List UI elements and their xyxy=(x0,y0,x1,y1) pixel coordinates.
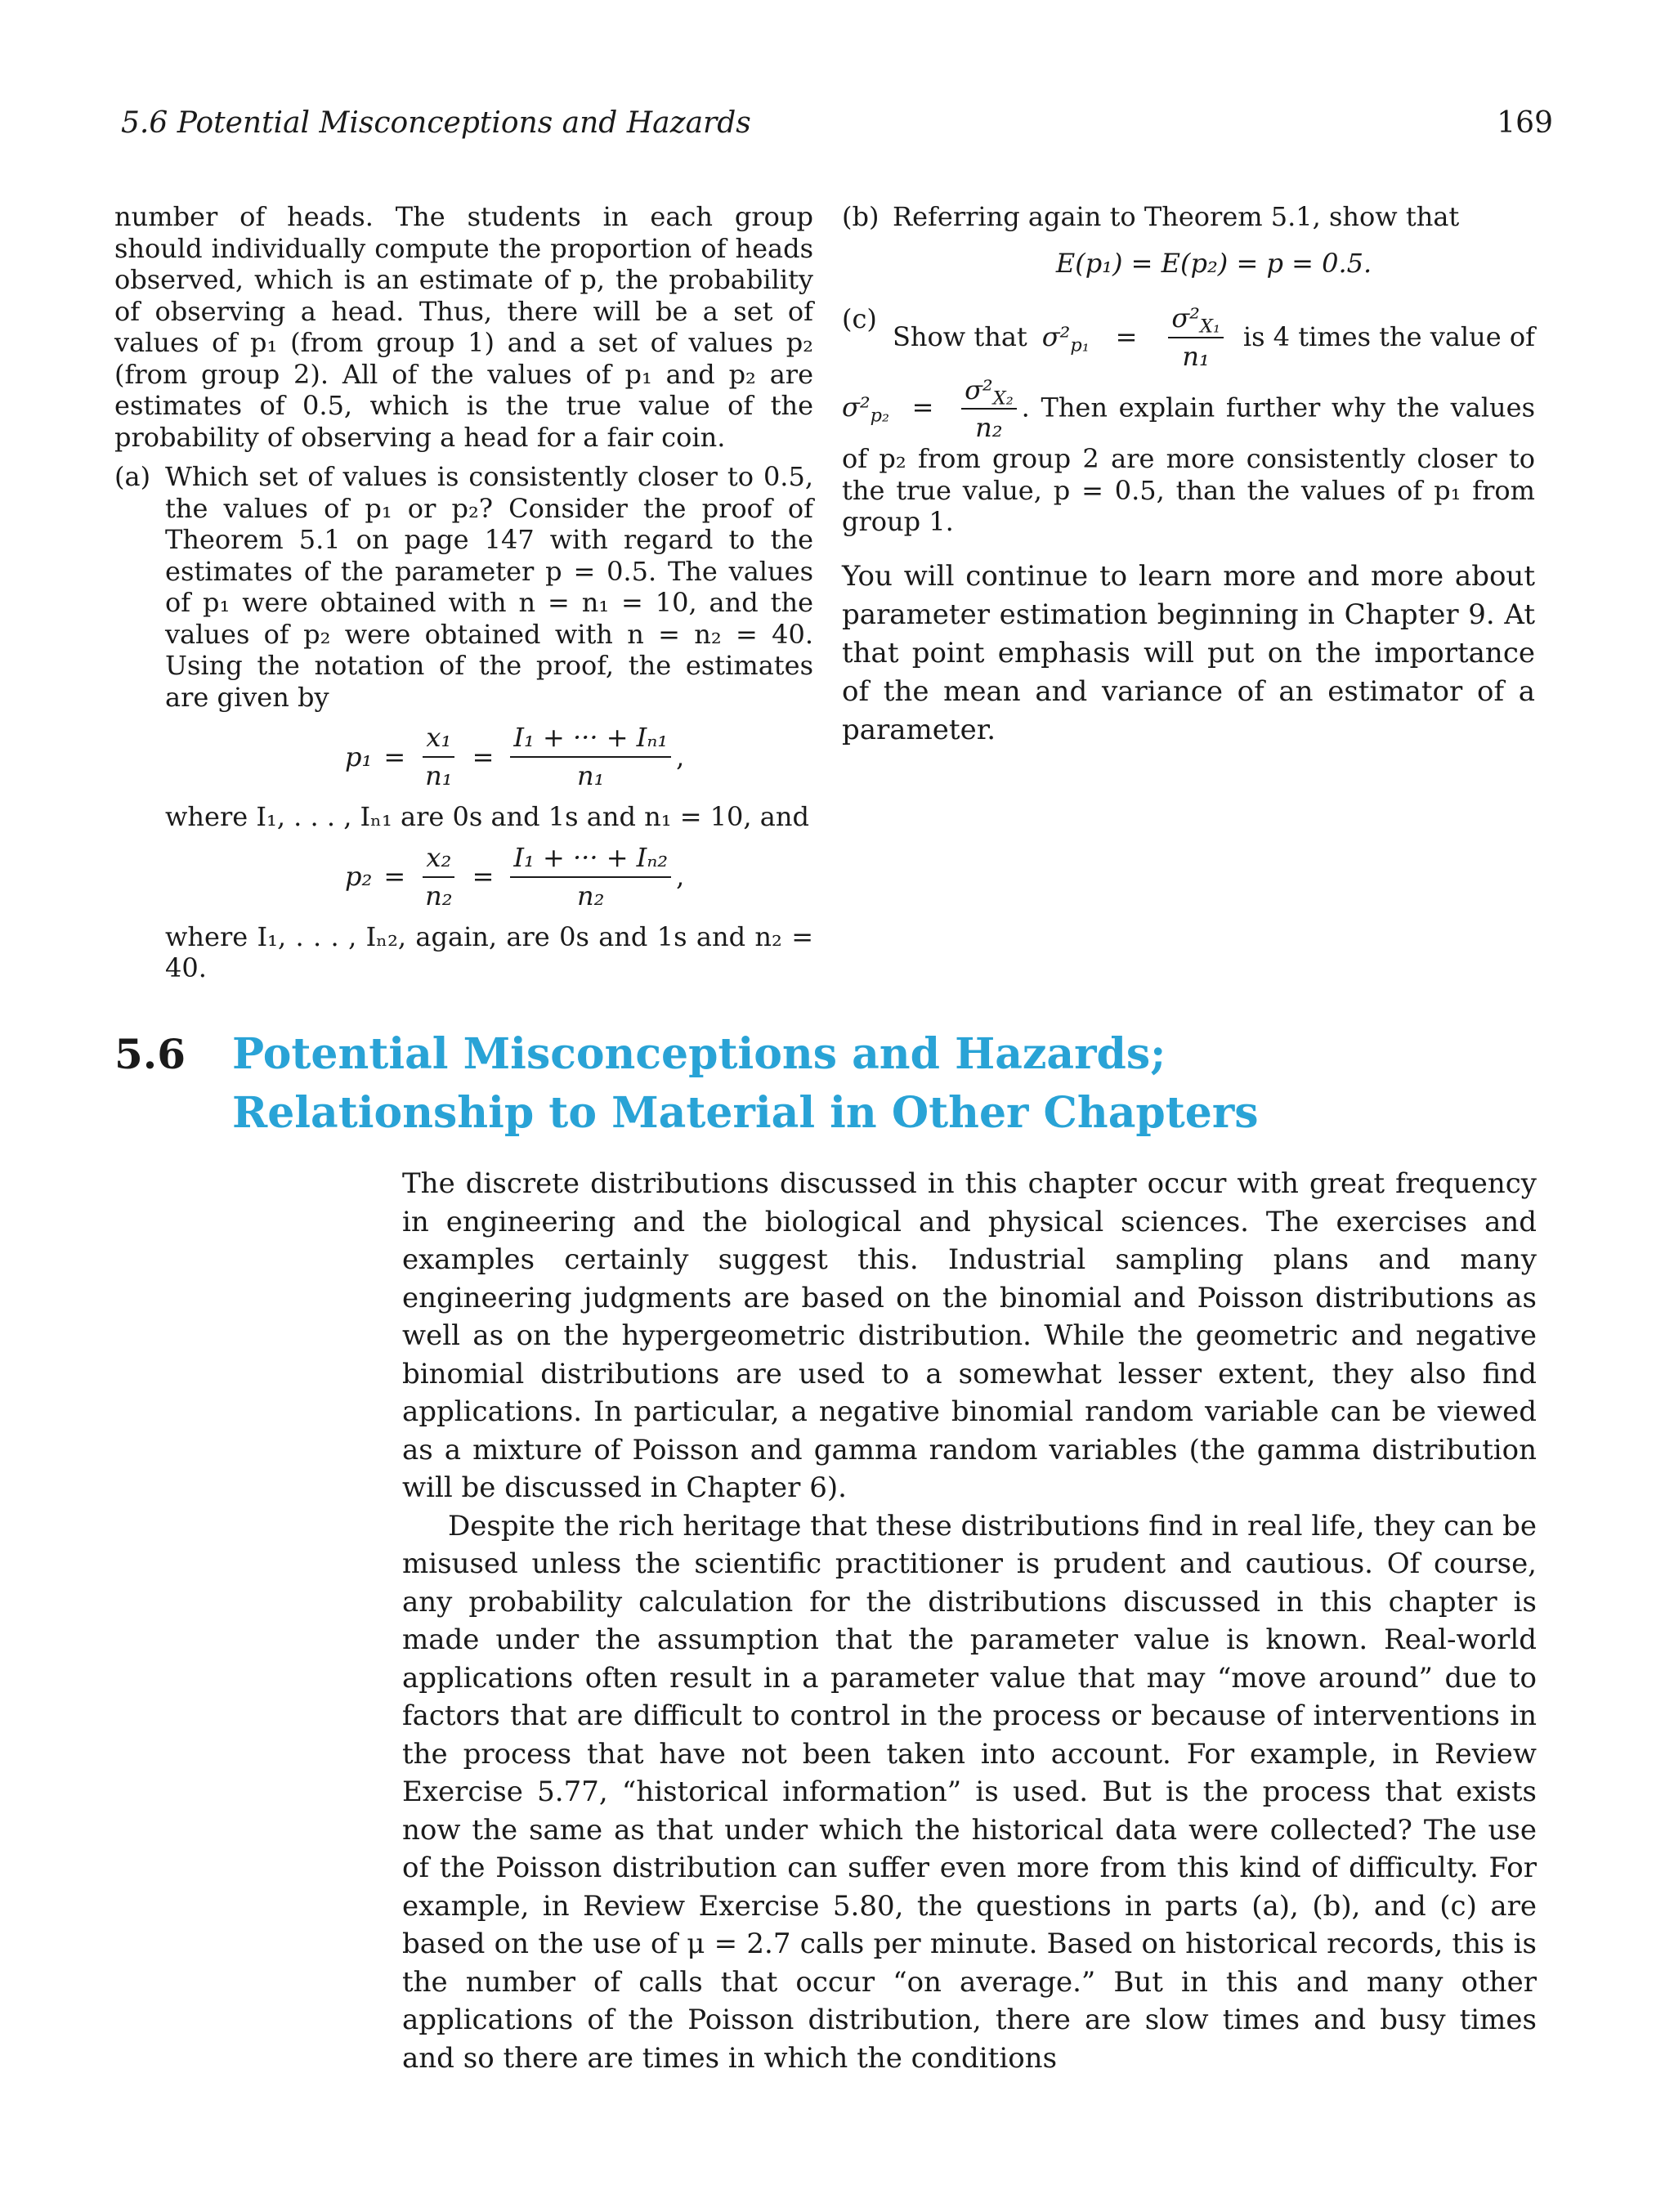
eq1-equals-2: = xyxy=(472,741,495,772)
page-number: 169 xyxy=(1497,106,1553,140)
part-c-equals-2: = xyxy=(911,391,934,423)
eq2-comma: , xyxy=(676,861,685,893)
eq1-equals-1: = xyxy=(383,741,406,772)
eq2-f1-denominator: n₂ xyxy=(425,880,453,911)
exercise-part-c xyxy=(842,303,1535,538)
intro-paragraph: number of heads. The students in each group should individually compute the proportion of heads observed, which is an estimate of p, the probability of observing a head. Thus, there will be a set of values of p₁ (from group 1) and a set of values p₂ (from group 2). All of the values of p₁ and p₂ are estimates of 0.5, which is the true value of the probability of observing a head for a fair coin. xyxy=(114,201,813,453)
section-heading xyxy=(114,1015,1553,1146)
part-c-f1-den: n₁ xyxy=(1182,340,1210,372)
part-c-sigma-p1 xyxy=(1041,321,1090,356)
part-c-line-2 xyxy=(842,375,1535,538)
left-column xyxy=(114,201,813,984)
body-paragraph-2: Despite the rich heritage that these distributions find in real life, they can be misused unless the scientific practitioner is prudent and cautious. Of course, any probability calculation for the distributions discussed in this chapter is made under the assumption that the parameter value is known. Real-world applications often result in a parameter value that may “move around” due to factors that are difficult to control in the process or because of interventions in the process that have not been taken into account. For example, in Review Exercise 5.77, “historical information” is used. But is the process that exists now the same as that under which the historical data were collected? The use of the Poisson distribution can suffer even more from this kind of difficulty. For example, in Review Exercise 5.80, the questions in parts (a), (b), and (c) are based on the use of μ = 2.7 calls per minute. Based on historical records, this is the number of calls that occur “on average.” But in this and many other applications of the Poisson distribution, there are slow times and busy times and so there are times in which the conditions xyxy=(402,1509,1537,2075)
part-c-f2-den: n₂ xyxy=(975,412,1003,444)
eq1-lhs: p₁ xyxy=(345,741,373,772)
eq2-f1-numerator: x₂ xyxy=(423,843,454,878)
part-c-line-1 xyxy=(893,303,1535,372)
eq1-f2-numerator: I₁ + ··· + Iₙ₁ xyxy=(510,723,671,758)
sigma-p2-sub: p₂ xyxy=(870,405,889,427)
right-column xyxy=(842,201,1535,750)
part-b-text: Referring again to Theorem 5.1, show that xyxy=(893,201,1460,232)
part-c-sigma-p2 xyxy=(842,391,889,427)
sigma-p1-symbol: σ² xyxy=(1041,321,1071,353)
eq1-fraction-2 xyxy=(510,723,671,791)
eq2-equals-1: = xyxy=(383,861,406,893)
eq1-f1-numerator: x₁ xyxy=(423,723,454,758)
right-paragraph: You will continue to learn more and more about parameter estimation beginning in Chapter 9. At that point emphasis will put on the importance of the mean and variance of an estimator of a parameter. xyxy=(842,559,1535,746)
equation-b xyxy=(893,233,1535,295)
eq1-fraction-1 xyxy=(422,723,455,791)
sigma-x2-sub: X₂ xyxy=(992,387,1014,410)
section-number: 5.6 xyxy=(114,1030,186,1078)
exercise-part-a xyxy=(114,461,813,984)
body-paragraph-1: The discrete distributions discussed in this chapter occur with great frequency in engineering and the biological and physical sciences. The exercises and examples certainly suggest this. Industrial sampling plans and many engineering judgments are based on the binomial and Poisson distributions as well as on the hypergeometric distribution. While the geometric and negative binomial distributions are used to a somewhat lesser extent, they also find applications. In particular, a negative binomial random variable can be viewed as a mixture of Poisson and gamma random variables (the gamma distribution will be discussed in Chapter 6). xyxy=(402,1167,1537,1504)
equation-p2 xyxy=(345,833,813,921)
eq2-fraction-2 xyxy=(510,843,671,911)
part-c-rest: . Then explain further why the values of p₂ from group 2 are more consistently closer to the true value, p = 0.5, than the values of p₁ from group 1. xyxy=(842,391,1536,538)
part-c-f2-num xyxy=(961,375,1017,410)
sigma-x2-symbol: σ² xyxy=(965,374,993,405)
eq2-equals-2: = xyxy=(472,861,495,893)
eq1-comma: , xyxy=(676,741,685,772)
section-title-line-1: Potential Misconceptions and Hazards; xyxy=(232,1029,1166,1079)
where-2: where I₁, . . . , Iₙ₂, again, are 0s and 1s and n₂ = 40. xyxy=(165,920,813,983)
running-head xyxy=(121,106,1553,155)
running-title: 5.6 Potential Misconceptions and Hazards xyxy=(121,106,751,140)
eq1-f1-denominator: n₁ xyxy=(425,760,453,791)
eq-b-text: E(p₁) = E(p₂) = p = 0.5. xyxy=(1055,248,1372,280)
eq2-fraction-1 xyxy=(422,843,455,911)
eq2-f2-denominator: n₂ xyxy=(577,880,605,911)
part-c-pre: Show that xyxy=(893,321,1027,353)
eq2-lhs: p₂ xyxy=(345,861,373,893)
part-c-fraction-1 xyxy=(1168,303,1224,372)
part-c-mid: is 4 times the value of xyxy=(1242,321,1535,353)
part-b-label: (b) xyxy=(842,201,880,232)
sigma-x1-symbol: σ² xyxy=(1171,302,1200,334)
sigma-p2-symbol: σ² xyxy=(842,391,871,423)
part-c-f1-num xyxy=(1168,303,1224,338)
exercise-part-b xyxy=(842,201,1535,295)
sigma-p1-sub: p₁ xyxy=(1070,334,1090,356)
sigma-x1-sub: X₁ xyxy=(1200,316,1220,338)
where-1: where I₁, . . . , Iₙ₁ are 0s and 1s and n₁ = 10, and xyxy=(165,801,809,832)
part-a-label: (a) xyxy=(114,461,151,492)
section-body xyxy=(402,1165,1537,2077)
eq1-f2-denominator: n₁ xyxy=(577,760,605,791)
section-title xyxy=(232,1025,1458,1143)
equation-p1 xyxy=(345,713,813,801)
part-c-equals-1: = xyxy=(1115,321,1138,353)
part-c-label: (c) xyxy=(842,302,877,334)
section-title-line-2: Relationship to Material in Other Chapters xyxy=(232,1088,1259,1138)
eq2-f2-numerator: I₁ + ··· + Iₙ₂ xyxy=(510,843,671,878)
part-a-text: Which set of values is consistently closer to 0.5, the values of p₁ or p₂? Consider the proof of Theorem 5.1 on page 147 with regard to the estimates of the parameter p = 0.5. The values of p₁ were obtained with n = n₁ = 10, and the values of p₂ were obtained with n = n₂ = 40. Using the notation of the proof, the estimates are given by xyxy=(165,461,813,713)
part-c-fraction-2 xyxy=(961,375,1017,444)
